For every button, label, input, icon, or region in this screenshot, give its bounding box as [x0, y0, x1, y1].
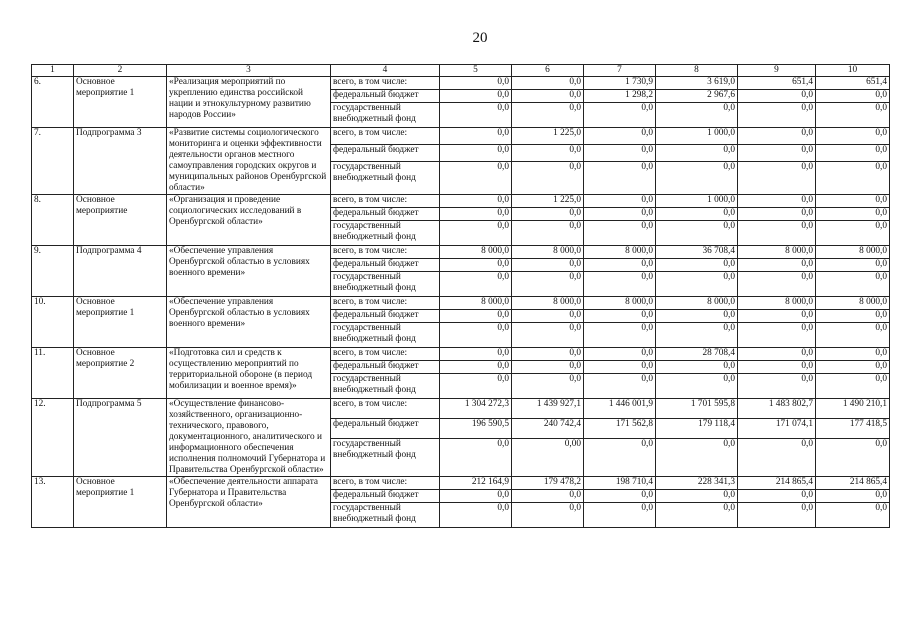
table-row [32, 246, 890, 259]
row-description: «Осуществление финансово-хозяйственного, организационно-технического, правового, документационного, аналитического и информационного обеспечения исполнения полномочий Губернатора и Правительства Оренбургской области» [167, 399, 331, 477]
amount-cell: 0,0 [512, 221, 584, 246]
amount-cell: 0,0 [816, 310, 890, 323]
amount-cell: 0,0 [440, 103, 512, 128]
amount-cell: 3 619,0 [656, 77, 738, 90]
table-row [32, 477, 890, 490]
amount-cell: 0,0 [656, 310, 738, 323]
amount-cell: 8 000,0 [512, 297, 584, 310]
amount-cell: 0,0 [584, 128, 656, 145]
funding-source: федеральный бюджет [331, 259, 440, 272]
funding-source: государственный внебюджетный фонд [331, 162, 440, 195]
amount-cell: 0,0 [656, 208, 738, 221]
amount-cell: 0,0 [816, 361, 890, 374]
amount-cell: 0,0 [584, 162, 656, 195]
amount-cell: 0,0 [440, 195, 512, 208]
amount-cell: 8 000,0 [816, 297, 890, 310]
row-number: 6. [32, 77, 74, 128]
amount-cell: 240 742,4 [512, 418, 584, 438]
row-type: Основное мероприятие 2 [74, 348, 167, 399]
row-type: Основное мероприятие 1 [74, 77, 167, 128]
funding-source: федеральный бюджет [331, 490, 440, 503]
column-number-header: 9 [738, 65, 816, 77]
amount-cell: 8 000,0 [816, 246, 890, 259]
funding-source: федеральный бюджет [331, 361, 440, 374]
table-row [32, 128, 890, 145]
row-description: «Развитие системы социологического мониторинга и оценки эффективности деятельности органов местного самоуправления городских округов и муниципальных районов Оренбургской области» [167, 128, 331, 195]
amount-cell: 0,0 [440, 323, 512, 348]
amount-cell: 0,0 [584, 323, 656, 348]
amount-cell: 0,0 [656, 221, 738, 246]
amount-cell: 196 590,5 [440, 418, 512, 438]
amount-cell: 0,0 [512, 490, 584, 503]
amount-cell: 179 478,2 [512, 477, 584, 490]
funding-source: федеральный бюджет [331, 310, 440, 323]
amount-cell: 0,0 [440, 145, 512, 162]
column-number-header: 5 [440, 65, 512, 77]
amount-cell: 1 000,0 [656, 195, 738, 208]
amount-cell: 0,0 [440, 361, 512, 374]
amount-cell: 1 225,0 [512, 195, 584, 208]
amount-cell: 0,0 [738, 348, 816, 361]
amount-cell: 0,0 [440, 374, 512, 399]
amount-cell: 0,0 [584, 361, 656, 374]
column-number-header: 4 [331, 65, 440, 77]
amount-cell: 0,0 [738, 503, 816, 528]
amount-cell: 0,0 [440, 208, 512, 221]
amount-cell: 0,0 [816, 162, 890, 195]
amount-cell: 651,4 [816, 77, 890, 90]
amount-cell: 0,0 [512, 208, 584, 221]
amount-cell: 0,0 [816, 145, 890, 162]
row-number: 7. [32, 128, 74, 195]
amount-cell: 0,0 [816, 259, 890, 272]
row-type: Подпрограмма 5 [74, 399, 167, 477]
amount-cell: 0,0 [816, 103, 890, 128]
amount-cell: 2 967,6 [656, 90, 738, 103]
amount-cell: 0,0 [440, 128, 512, 145]
amount-cell: 0,0 [584, 503, 656, 528]
funding-source: всего, в том числе: [331, 297, 440, 310]
row-type: Основное мероприятие [74, 195, 167, 246]
amount-cell: 0,0 [656, 438, 738, 476]
amount-cell: 8 000,0 [440, 297, 512, 310]
amount-cell: 0,0 [512, 272, 584, 297]
amount-cell: 0,0 [738, 128, 816, 145]
amount-cell: 651,4 [738, 77, 816, 90]
amount-cell: 0,0 [738, 374, 816, 399]
amount-cell: 0,0 [584, 221, 656, 246]
table-row [32, 195, 890, 208]
funding-source: государственный внебюджетный фонд [331, 103, 440, 128]
page-number: 20 [472, 30, 488, 46]
table-row [32, 297, 890, 310]
amount-cell: 0,0 [738, 221, 816, 246]
amount-cell: 0,0 [816, 503, 890, 528]
amount-cell: 0,0 [440, 162, 512, 195]
amount-cell: 0,0 [440, 310, 512, 323]
funding-source: федеральный бюджет [331, 418, 440, 438]
amount-cell: 0,0 [656, 374, 738, 399]
amount-cell: 0,0 [738, 145, 816, 162]
amount-cell: 0,0 [584, 145, 656, 162]
row-number: 12. [32, 399, 74, 477]
amount-cell: 1 304 272,3 [440, 399, 512, 419]
funding-source: всего, в том числе: [331, 77, 440, 90]
amount-cell: 0,0 [738, 90, 816, 103]
funding-source: всего, в том числе: [331, 348, 440, 361]
column-number-header: 8 [656, 65, 738, 77]
column-number-header: 3 [167, 65, 331, 77]
amount-cell: 0,0 [816, 195, 890, 208]
amount-cell: 8 000,0 [584, 246, 656, 259]
amount-cell: 1 225,0 [512, 128, 584, 145]
row-description: «Организация и проведение социологических исследований в Оренбургской области» [167, 195, 331, 246]
financing-table [31, 64, 890, 528]
amount-cell: 0,0 [738, 103, 816, 128]
amount-cell: 0,0 [584, 195, 656, 208]
amount-cell: 0,0 [656, 259, 738, 272]
row-number: 11. [32, 348, 74, 399]
amount-cell: 228 341,3 [656, 477, 738, 490]
amount-cell: 0,0 [512, 310, 584, 323]
amount-cell: 0,0 [512, 323, 584, 348]
amount-cell: 0,0 [440, 490, 512, 503]
amount-cell: 8 000,0 [512, 246, 584, 259]
amount-cell: 36 708,4 [656, 246, 738, 259]
amount-cell: 1 483 802,7 [738, 399, 816, 419]
amount-cell: 0,0 [584, 259, 656, 272]
amount-cell: 0,0 [512, 77, 584, 90]
amount-cell: 0,0 [816, 323, 890, 348]
column-number-header: 1 [32, 65, 74, 77]
amount-cell: 0,0 [816, 90, 890, 103]
funding-source: государственный внебюджетный фонд [331, 221, 440, 246]
row-description: «Обеспечение управления Оренбургской областью в условиях военного времени» [167, 297, 331, 348]
funding-source: всего, в том числе: [331, 128, 440, 145]
amount-cell: 171 562,8 [584, 418, 656, 438]
amount-cell: 212 164,9 [440, 477, 512, 490]
column-number-header: 10 [816, 65, 890, 77]
amount-cell: 0,0 [816, 490, 890, 503]
amount-cell: 8 000,0 [584, 297, 656, 310]
amount-cell: 0,0 [738, 259, 816, 272]
amount-cell: 0,0 [738, 310, 816, 323]
amount-cell: 0,0 [512, 90, 584, 103]
amount-cell: 0,0 [512, 361, 584, 374]
row-type: Основное мероприятие 1 [74, 477, 167, 528]
amount-cell: 214 865,4 [816, 477, 890, 490]
amount-cell: 1 446 001,9 [584, 399, 656, 419]
amount-cell: 0,0 [656, 145, 738, 162]
amount-cell: 0,0 [738, 490, 816, 503]
funding-source: государственный внебюджетный фонд [331, 374, 440, 399]
amount-cell: 0,0 [440, 348, 512, 361]
amount-cell: 0,0 [512, 503, 584, 528]
amount-cell: 0,0 [584, 208, 656, 221]
amount-cell: 28 708,4 [656, 348, 738, 361]
funding-source: государственный внебюджетный фонд [331, 438, 440, 476]
amount-cell: 179 118,4 [656, 418, 738, 438]
column-number-header: 2 [74, 65, 167, 77]
amount-cell: 0,0 [738, 438, 816, 476]
row-number: 9. [32, 246, 74, 297]
amount-cell: 0,0 [512, 348, 584, 361]
amount-cell: 1 298,2 [584, 90, 656, 103]
amount-cell: 0,0 [656, 490, 738, 503]
amount-cell: 0,0 [656, 503, 738, 528]
amount-cell: 0,0 [656, 361, 738, 374]
amount-cell: 0,0 [584, 348, 656, 361]
funding-source: всего, в том числе: [331, 246, 440, 259]
row-number: 8. [32, 195, 74, 246]
amount-cell: 0,0 [816, 348, 890, 361]
table-row [32, 348, 890, 361]
amount-cell: 0,0 [440, 438, 512, 476]
amount-cell: 8 000,0 [738, 297, 816, 310]
amount-cell: 0,0 [512, 162, 584, 195]
column-number-header: 6 [512, 65, 584, 77]
row-number: 13. [32, 477, 74, 528]
amount-cell: 0,0 [738, 323, 816, 348]
amount-cell: 0,0 [440, 221, 512, 246]
amount-cell: 0,0 [656, 272, 738, 297]
amount-cell: 0,0 [512, 374, 584, 399]
funding-source: государственный внебюджетный фонд [331, 272, 440, 297]
amount-cell: 1 439 927,1 [512, 399, 584, 419]
amount-cell: 1 490 210,1 [816, 399, 890, 419]
amount-cell: 8 000,0 [440, 246, 512, 259]
funding-source: государственный внебюджетный фонд [331, 503, 440, 528]
amount-cell: 0,0 [440, 77, 512, 90]
funding-source: всего, в том числе: [331, 399, 440, 419]
amount-cell: 0,00 [512, 438, 584, 476]
column-number-header: 7 [584, 65, 656, 77]
amount-cell: 0,0 [512, 259, 584, 272]
amount-cell: 0,0 [738, 162, 816, 195]
amount-cell: 8 000,0 [656, 297, 738, 310]
funding-source: федеральный бюджет [331, 208, 440, 221]
funding-source: всего, в том числе: [331, 195, 440, 208]
row-description: «Реализация мероприятий по укреплению единства российской нации и этнокультурному развитию народов России» [167, 77, 331, 128]
amount-cell: 0,0 [816, 272, 890, 297]
row-description: «Обеспечение управления Оренбургской областью в условиях военного времени» [167, 246, 331, 297]
amount-cell: 0,0 [738, 195, 816, 208]
amount-cell: 0,0 [656, 103, 738, 128]
table-row [32, 399, 890, 419]
amount-cell: 0,0 [816, 208, 890, 221]
amount-cell: 0,0 [512, 103, 584, 128]
amount-cell: 0,0 [584, 490, 656, 503]
amount-cell: 0,0 [440, 503, 512, 528]
amount-cell: 171 074,1 [738, 418, 816, 438]
funding-source: федеральный бюджет [331, 90, 440, 103]
amount-cell: 0,0 [738, 272, 816, 297]
funding-source: всего, в том числе: [331, 477, 440, 490]
amount-cell: 1 730,9 [584, 77, 656, 90]
amount-cell: 0,0 [584, 310, 656, 323]
amount-cell: 0,0 [584, 103, 656, 128]
row-description: «Подготовка сил и средств к осуществлению мероприятий по территориальной обороне (в период мобилизации и военное время)» [167, 348, 331, 399]
amount-cell: 1 701 595,8 [656, 399, 738, 419]
funding-source: государственный внебюджетный фонд [331, 323, 440, 348]
amount-cell: 0,0 [816, 374, 890, 399]
amount-cell: 0,0 [440, 272, 512, 297]
row-number: 10. [32, 297, 74, 348]
amount-cell: 0,0 [584, 374, 656, 399]
amount-cell: 0,0 [656, 162, 738, 195]
amount-cell: 0,0 [738, 208, 816, 221]
row-type: Подпрограмма 4 [74, 246, 167, 297]
amount-cell: 198 710,4 [584, 477, 656, 490]
row-type: Основное мероприятие 1 [74, 297, 167, 348]
row-type: Подпрограмма 3 [74, 128, 167, 195]
amount-cell: 177 418,5 [816, 418, 890, 438]
amount-cell: 0,0 [512, 145, 584, 162]
amount-cell: 0,0 [738, 361, 816, 374]
amount-cell: 0,0 [816, 128, 890, 145]
amount-cell: 0,0 [584, 272, 656, 297]
amount-cell: 0,0 [584, 438, 656, 476]
funding-source: федеральный бюджет [331, 145, 440, 162]
row-description: «Обеспечение деятельности аппарата Губернатора и Правительства Оренбургской области» [167, 477, 331, 528]
amount-cell: 0,0 [816, 221, 890, 246]
amount-cell: 0,0 [440, 259, 512, 272]
amount-cell: 0,0 [816, 438, 890, 476]
amount-cell: 214 865,4 [738, 477, 816, 490]
amount-cell: 0,0 [440, 90, 512, 103]
amount-cell: 1 000,0 [656, 128, 738, 145]
amount-cell: 0,0 [656, 323, 738, 348]
amount-cell: 8 000,0 [738, 246, 816, 259]
header-row [32, 65, 890, 77]
table-row [32, 77, 890, 90]
